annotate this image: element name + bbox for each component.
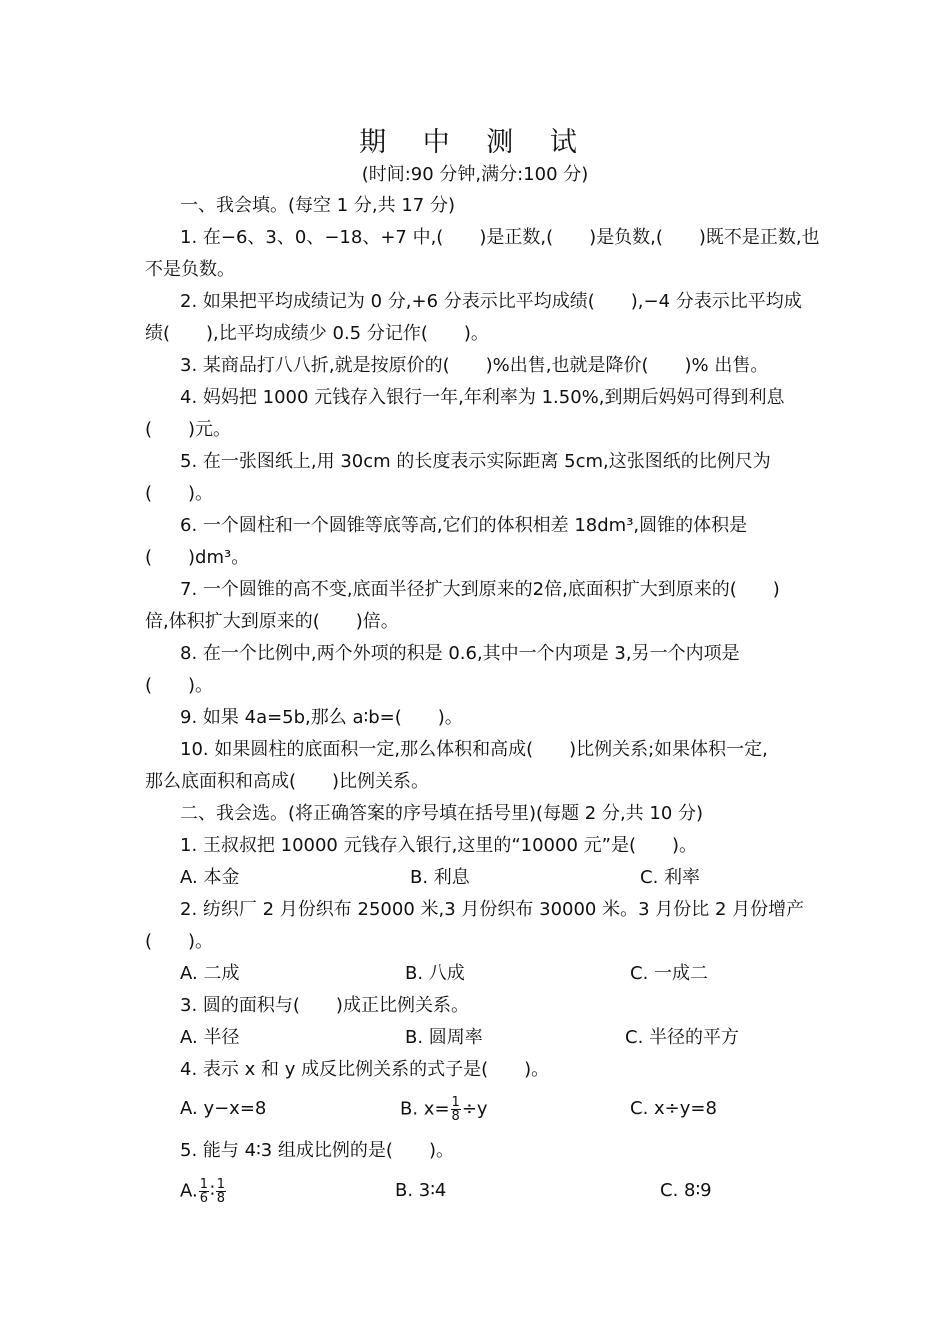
fraction-numerator: 1 bbox=[216, 1177, 225, 1192]
s2-q1-option-a: A. 本金 bbox=[180, 867, 240, 888]
s2-q4-option-b-prefix: B. x= bbox=[400, 1098, 450, 1120]
s1-q7-line2: 倍,体积扩大到原来的( )倍。 bbox=[145, 611, 399, 632]
fraction-numerator: 1 bbox=[199, 1177, 208, 1192]
s2-q1: 1. 王叔叔把 10000 元钱存入银行,这里的“10000 元”是( )。 bbox=[180, 835, 697, 856]
s2-q4: 4. 表示 x 和 y 成反比例关系的式子是( )。 bbox=[180, 1059, 550, 1080]
s1-q9: 9. 如果 4a=5b,那么 a∶b=( )。 bbox=[180, 707, 463, 728]
s2-q3: 3. 圆的面积与( )成正比例关系。 bbox=[180, 995, 469, 1016]
s1-q6-line1: 6. 一个圆柱和一个圆锥等底等高,它们的体积相差 18dm³,圆锥的体积是 bbox=[180, 515, 748, 536]
s1-q8-line1: 8. 在一个比例中,两个外项的积是 0.6,其中一个内项是 3,另一个内项是 bbox=[180, 643, 740, 664]
section-1-heading: 一、我会填。(每空 1 分,共 17 分) bbox=[180, 195, 456, 216]
s2-q2-option-a: A. 二成 bbox=[180, 963, 240, 984]
s2-q1-option-c: C. 利率 bbox=[640, 867, 701, 888]
s2-q2-line1: 2. 纺织厂 2 月份织布 25000 米,3 月份织布 30000 米。3 月份比 2 月份增产 bbox=[180, 899, 805, 920]
fraction-one-sixth bbox=[199, 1178, 209, 1205]
s1-q8-line2: ( )。 bbox=[145, 675, 214, 696]
s2-q3-option-a: A. 半径 bbox=[180, 1027, 240, 1048]
s2-q5-option-a-prefix: A. bbox=[180, 1180, 198, 1202]
s1-q2-line2: 绩( ),比平均成绩少 0.5 分记作( )。 bbox=[145, 323, 489, 344]
section-2-heading: 二、我会选。(将正确答案的序号填在括号里)(每题 2 分,共 10 分) bbox=[180, 803, 704, 824]
s1-q1-line2: 不是负数。 bbox=[145, 259, 235, 280]
s1-q10-line2: 那么底面积和高成( )比例关系。 bbox=[145, 771, 430, 792]
s2-q4-option-a: A. y−x=8 bbox=[180, 1098, 267, 1119]
s2-q2-option-c: C. 一成二 bbox=[630, 963, 709, 984]
s1-q5-line2: ( )。 bbox=[145, 483, 214, 504]
s2-q5-option-c: C. 8∶9 bbox=[660, 1180, 712, 1201]
s1-q10-line1: 10. 如果圆柱的底面积一定,那么体积和高成( )比例关系;如果体积一定, bbox=[180, 739, 768, 760]
s1-q5-line1: 5. 在一张图纸上,用 30cm 的长度表示实际距离 5cm,这张图纸的比例尺为 bbox=[180, 451, 771, 472]
fraction-denominator: 8 bbox=[216, 1191, 225, 1206]
s2-q4-option-b-suffix: ÷y bbox=[461, 1098, 488, 1120]
page-title: 期 中 测 试 bbox=[359, 127, 591, 158]
s1-q3: 3. 某商品打八八折,就是按原价的( )%出售,也就是降价( )% 出售。 bbox=[180, 355, 769, 376]
s2-q5-option-a bbox=[180, 1178, 227, 1205]
s1-q1-line1: 1. 在−6、3、0、−18、+7 中,( )是正数,( )是负数,( )既不是正数,也 bbox=[180, 227, 820, 248]
s2-q1-option-b: B. 利息 bbox=[410, 867, 470, 888]
s1-q2-line1: 2. 如果把平均成绩记为 0 分,+6 分表示比平均成绩( ),−4 分表示比平均成 bbox=[180, 291, 802, 312]
s2-q3-option-b: B. 圆周率 bbox=[405, 1027, 483, 1048]
fraction-denominator: 6 bbox=[199, 1191, 208, 1206]
s2-q4-option-b bbox=[400, 1096, 488, 1123]
s2-q2-option-b: B. 八成 bbox=[405, 963, 465, 984]
fraction-one-eighth bbox=[451, 1096, 461, 1123]
s1-q4-line2: ( )元。 bbox=[145, 419, 232, 440]
s2-q4-option-c: C. x÷y=8 bbox=[630, 1098, 717, 1119]
s1-q6-line2: ( )dm³。 bbox=[145, 547, 250, 568]
fraction-numerator: 1 bbox=[451, 1095, 460, 1110]
fraction-one-eighth bbox=[216, 1178, 226, 1205]
exam-info: (时间:90 分钟,满分:100 分) bbox=[361, 164, 589, 185]
fraction-denominator: 8 bbox=[451, 1109, 460, 1124]
s2-q3-option-c: C. 半径的平方 bbox=[625, 1027, 740, 1048]
s2-q5-option-b: B. 3∶4 bbox=[395, 1180, 447, 1201]
s2-q2-line2: ( )。 bbox=[145, 931, 214, 952]
ratio-colon: ∶ bbox=[210, 1180, 215, 1202]
s2-q5: 5. 能与 4∶3 组成比例的是( )。 bbox=[180, 1140, 454, 1161]
s1-q7-line1: 7. 一个圆锥的高不变,底面半径扩大到原来的2倍,底面积扩大到原来的( ) bbox=[180, 579, 780, 600]
s1-q4-line1: 4. 妈妈把 1000 元钱存入银行一年,年利率为 1.50%,到期后妈妈可得到利息 bbox=[180, 387, 785, 408]
